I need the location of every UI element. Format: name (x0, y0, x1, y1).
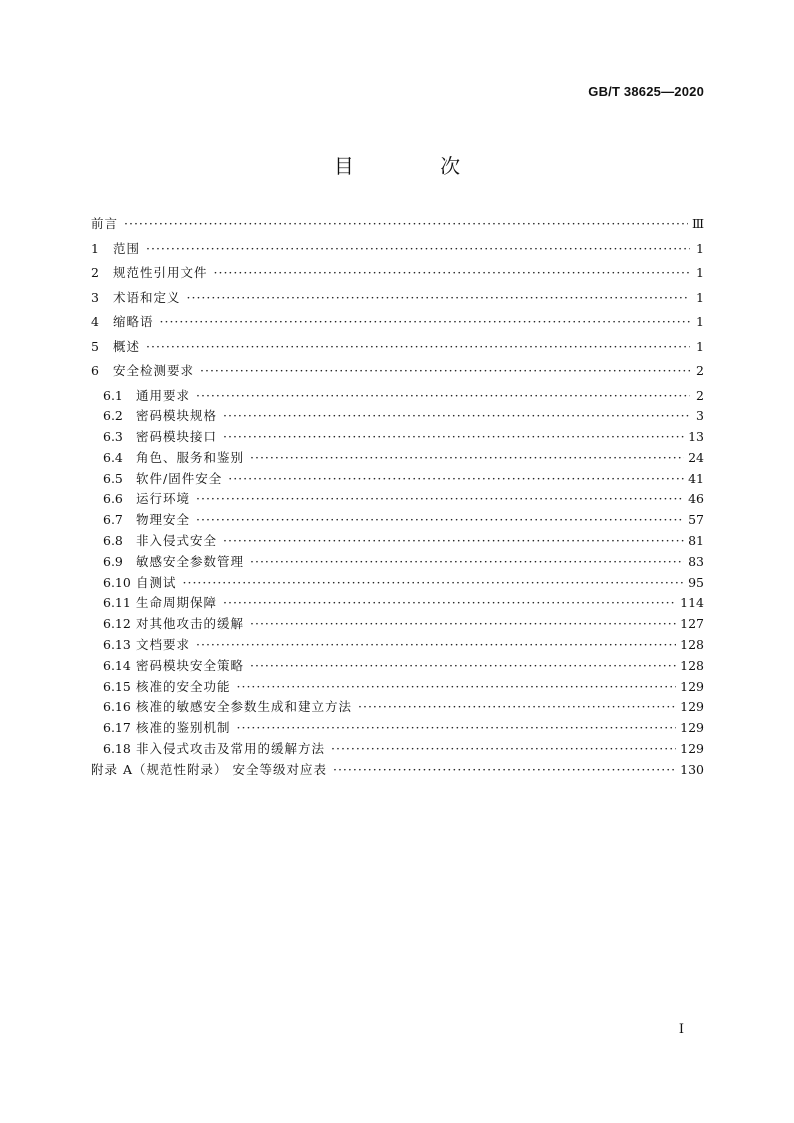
toc-dot-leader (146, 339, 690, 354)
toc-entry[interactable] (91, 406, 704, 427)
toc-dot-leader (223, 408, 690, 423)
toc-entry-number: 6.4 (103, 449, 123, 465)
toc-dot-leader (228, 471, 684, 486)
toc-entry-label: 附录 A（规范性附录） 安全等级对应表 (91, 761, 327, 777)
toc-entry[interactable] (91, 614, 704, 635)
toc-entry-page: 41 (688, 470, 704, 486)
toc-entry-number: 6.5 (103, 470, 123, 486)
toc-dot-leader (196, 388, 690, 403)
toc-entry-page: 2 (696, 363, 704, 378)
toc-entry-label: 生命周期保障 (136, 595, 218, 611)
toc-entry-page: 1 (696, 289, 704, 305)
toc-entry-number: 6.3 (103, 429, 123, 445)
toc-entry-label: 软件/固件安全 (136, 470, 223, 486)
toc-dot-leader (200, 363, 690, 378)
toc-entry-label: 物理安全 (136, 512, 191, 528)
toc-dot-leader (196, 512, 684, 527)
toc-entry-page: 24 (688, 449, 704, 465)
toc-entry-number: 6.7 (103, 512, 123, 528)
toc-entry[interactable] (91, 510, 704, 531)
toc-entry[interactable] (91, 448, 704, 469)
toc-entry-number: 5 (91, 338, 99, 354)
toc-entry-label: 密码模块接口 (136, 429, 218, 445)
toc-entry[interactable] (91, 263, 704, 288)
toc-dot-leader (183, 575, 685, 590)
toc-entry-number: 6.6 (103, 491, 123, 507)
toc-entry[interactable] (91, 361, 704, 386)
toc-entry-label: 术语和定义 (113, 289, 181, 305)
toc-entry[interactable] (91, 214, 704, 239)
toc-dot-leader (237, 679, 677, 694)
toc-dot-leader (358, 699, 676, 714)
toc-dot-leader (160, 314, 690, 329)
toc-entry-page: 129 (680, 741, 704, 757)
toc-entry-number: 6.1 (103, 387, 123, 403)
toc-entry-page: 83 (688, 553, 704, 569)
toc-entry[interactable] (91, 239, 704, 264)
toc-entry[interactable] (91, 427, 704, 448)
toc-entry-page: Ⅲ (691, 216, 704, 231)
toc-entry-label: 规范性引用文件 (113, 265, 208, 280)
toc-entry-number: 6.13 (103, 637, 131, 653)
toc-dot-leader (196, 491, 684, 506)
toc-dot-leader (196, 637, 676, 652)
toc-entry[interactable] (91, 531, 704, 552)
toc-entry-page: 1 (696, 265, 704, 280)
toc-entry-label: 核准的安全功能 (136, 678, 231, 694)
toc-entry-page: 46 (688, 491, 704, 507)
toc-entry-label: 前言 (91, 216, 119, 231)
toc-entry-label: 对其他攻击的缓解 (136, 616, 245, 632)
toc-entry-number: 6.17 (103, 720, 131, 736)
toc-entry-page: 95 (688, 574, 704, 590)
toc-dot-leader (331, 741, 676, 756)
toc-entry-label: 非入侵式攻击及常用的缓解方法 (136, 741, 326, 757)
toc-dot-leader (187, 290, 690, 305)
toc-entry-page: 2 (696, 387, 704, 403)
toc-entry-label: 安全检测要求 (113, 363, 195, 378)
toc-entry-number: 4 (91, 314, 99, 329)
toc-entry-page: 81 (688, 533, 704, 549)
toc-entry[interactable] (91, 718, 704, 739)
toc-entry-page: 128 (680, 637, 704, 653)
toc-entry[interactable] (91, 656, 704, 677)
toc-entry[interactable] (91, 739, 704, 760)
toc-entry-label: 通用要求 (136, 387, 191, 403)
toc-entry-page: 114 (680, 595, 704, 611)
toc-dot-leader (333, 762, 676, 777)
toc-entry-number: 6.15 (103, 678, 131, 694)
toc-dot-leader (223, 429, 684, 444)
toc-entry-number: 6.2 (103, 408, 123, 424)
toc-dot-leader (223, 595, 676, 610)
toc-entry-label: 缩略语 (113, 314, 154, 329)
toc-entry-label: 核准的鉴别机制 (136, 720, 231, 736)
toc-entry[interactable] (91, 760, 704, 784)
toc-entry[interactable] (91, 312, 704, 337)
toc-entry[interactable] (91, 469, 704, 490)
toc-dot-leader (214, 265, 690, 280)
toc-dot-leader (250, 450, 684, 465)
toc-entry-number: 6 (91, 363, 99, 378)
toc-entry-number: 6.14 (103, 657, 131, 673)
toc-dot-leader (250, 554, 684, 569)
page-number: Ⅰ (678, 1022, 684, 1037)
toc-entry-label: 概述 (113, 338, 141, 354)
toc-entry-page: 129 (680, 699, 704, 715)
toc-entry-number: 6.16 (103, 699, 131, 715)
toc-entry-page: 1 (696, 240, 704, 256)
toc-dot-leader (124, 216, 688, 231)
table-of-contents (91, 214, 704, 784)
toc-entry-number: 1 (91, 240, 99, 256)
toc-entry-page: 129 (680, 678, 704, 694)
toc-dot-leader (237, 720, 677, 735)
toc-entry-label: 运行环境 (136, 491, 191, 507)
toc-entry[interactable] (91, 489, 704, 510)
toc-entry-label: 敏感安全参数管理 (136, 553, 245, 569)
toc-dot-leader (146, 241, 690, 256)
toc-entry-page: 1 (696, 314, 704, 329)
toc-entry-page: 3 (696, 408, 704, 424)
toc-entry-label: 自测试 (136, 574, 177, 590)
toc-entry[interactable] (91, 337, 704, 362)
toc-dot-leader (223, 533, 684, 548)
toc-entry-label: 非入侵式安全 (136, 533, 218, 549)
toc-entry[interactable] (91, 386, 704, 407)
toc-entry-number: 6.9 (103, 553, 123, 569)
toc-entry-label: 文档要求 (136, 637, 191, 653)
toc-entry-label: 范围 (113, 240, 141, 256)
toc-entry[interactable] (91, 593, 704, 614)
toc-entry-page: 128 (680, 657, 704, 673)
toc-dot-leader (250, 616, 676, 631)
toc-entry-label: 密码模块规格 (136, 408, 218, 424)
standard-code: GB/T 38625—2020 (588, 84, 704, 99)
toc-entry-label: 核准的敏感安全参数生成和建立方法 (136, 699, 353, 715)
toc-entry[interactable] (91, 635, 704, 656)
toc-entry[interactable] (91, 552, 704, 573)
toc-entry[interactable] (91, 573, 704, 594)
toc-entry-page: 129 (680, 720, 704, 736)
toc-entry-number: 6.12 (103, 616, 131, 632)
toc-entry-number: 6.11 (103, 595, 131, 611)
toc-entry-number: 6.18 (103, 741, 131, 757)
toc-entry[interactable] (91, 288, 704, 313)
toc-entry-page: 1 (696, 338, 704, 354)
toc-entry-label: 角色、服务和鉴别 (136, 449, 245, 465)
toc-entry-number: 6.8 (103, 533, 123, 549)
page-title: 目 次 (333, 154, 501, 178)
toc-entry-label: 密码模块安全策略 (136, 657, 245, 673)
toc-entry-number: 2 (91, 265, 99, 280)
toc-entry-page: 130 (680, 761, 704, 777)
toc-entry-number: 6.10 (103, 574, 131, 590)
toc-entry-page: 57 (688, 512, 704, 528)
toc-entry[interactable] (91, 677, 704, 698)
toc-entry-number: 3 (91, 289, 99, 305)
toc-dot-leader (250, 658, 676, 673)
toc-entry[interactable] (91, 697, 704, 718)
toc-entry-page: 127 (680, 616, 704, 632)
toc-entry-page: 13 (688, 429, 704, 445)
